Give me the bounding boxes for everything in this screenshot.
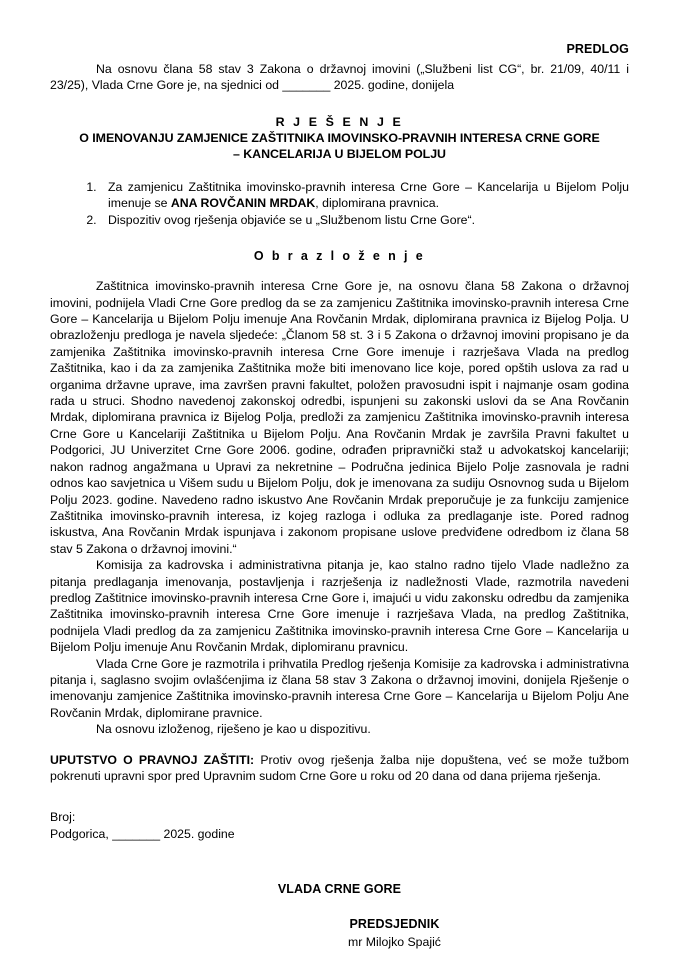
- legal-remedy-label: UPUTSTVO O PRAVNOJ ZAŠTITI:: [50, 752, 255, 767]
- list-item-text-before: Dispozitiv ovog rješenja objaviće se u „Službenom listu Crne Gore“.: [108, 212, 476, 227]
- explanation-paragraph-2: Komisija za kadrovska i administrativna pitanja je, kao stalno radno tijelo Vlade nadležno za pitanja predlaganja imenovanja, postavljenja i razrješenja iz nadležnosti Vlade, razmotrila navedeni predlog Zaštitnice imovinsko-pravnih interesa Crne Gore i, imajući u vidu zakonsku odredbu da zamjenika Zaštitnika imovinsko-pravnih interesa Crne Gore imenuje i razrješava Vlada, na predlog Zaštitnika, podnijela Vladi predlog da za zamjenicu Zaštitnika imovinsko-pravnih interesa Crne Gore – Kancelarija u Bijelom Polju imenuje Anu Rovčanin Mrdak, diplomiranu pravnicu.: [50, 558, 629, 655]
- list-item-text-after: , diplomirana pravnica.: [315, 196, 439, 211]
- government-name: VLADA CRNE GORE: [277, 882, 402, 897]
- signer-name: mr Milojko Spajić: [348, 934, 441, 949]
- signer-title: PREDSJEDNIK: [349, 917, 440, 932]
- document-number-label: Broj:: [50, 810, 76, 825]
- list-item: [100, 212, 629, 228]
- document-footer-meta: [50, 809, 629, 842]
- intro-paragraph: Na osnovu člana 58 stav 3 Zakona o državnoj imovini („Službeni list CG“, br. 21/09, 40/11 i 23/25), Vlada Crne Gore je, na sjednici od _______ 2025. godine, donijela: [50, 62, 629, 93]
- explanation-heading: O b r a z l o ž e n j e: [253, 249, 426, 264]
- list-item: [100, 179, 629, 212]
- list-item-text-before: Za zamjenicu Zaštitnika imovinsko-pravnih interesa Crne Gore – Kancelarija u Bijelom Polju imenuje se: [108, 179, 629, 211]
- explanation-paragraph-3: Vlada Crne Gore je razmotrila i prihvatila Predlog rješenja Komisije za kadrovska i administrativna pitanja i, saglasno svojim ovlašćenjima iz člana 58 stav 3 Zakona o državnoj imovini, donijela Rješenje o imenovanju zamjenice Zaštitnika imovinsko-pravnih interesa Crne Gore – Kancelarija u Bijelom Polju Ane Rovčanin Mrdak, diplomirane pravnice.: [50, 656, 629, 720]
- signature-block: [50, 916, 629, 950]
- explanation-paragraph-1: Zaštitnica imovinsko-pravnih interesa Crne Gore je, na osnovu člana 58 Zakona o državnoj imovini, podnijela Vladi Crne Gore predlog da se za zamjenicu Zaštitnika imovinsko-pravnih interesa Crne Gore – Kancelarija u Bijelom Polju imenuje Ana Rovčanin Mrdak, diplomirana pravnica iz Bijelog Polja. U obrazloženju predloga je navela sljedeće: „Članom 58 st. 3 i 5 Zakona o državnoj imovini propisano je da zamjenika Zaštitnika imovinsko-pravnih interesa Crne Gore imenuje i razrješava Vlada na predlog Zaštitnika, kao i da za zamjenika Zaštitnika može biti imenovano lice koje, pored opštih uslova za rad u organima državne uprave, ima završen pravni fakultet, položen pravosudni ispit i najmanje osam godina rada u struci. Shodno navedenoj zakonskoj odredbi, ispunjeni su zakonski uslovi da se Ana Rovčanin Mrdak, diplomirana pravnica iz Bijelog Polja, predloži za zamjenicu Zaštitnika imovinsko-pravnih interesa Crne Gore u Kancelariji Zaštitnika u Bijelom Polju. Ana Rovčanin Mrdak je završila Pravni fakultet u Podgorici, JU Univerzitet Crne Gore 2006. godine, odrađen pripravnički staž u advokatskoj kancelariji; nakon radnog angažmana u Upravi za nekretnine – Područna jedinica Bijelo Polje zasnovala je radni odnos kao savjetnica u Višem sudu u Bijelom Polju, dok je imenovana za sudiju Osnovnog suda u Bijelom Polju 2023. godine. Navedeno radno iskustvo Ane Rovčanin Mrdak preporučuje je za funkciju zamjenice Zaštitnika imovinsko-pravnih interesa, iz kojeg razloga i odluka za predlaganje iste. Pored radnog iskustva, Ana Rovčanin Mrdak ispunjava i zakonom propisane uslove predviđene odredbom iz člana 58 stav 5 Zakona o državnoj imovini.“: [50, 279, 629, 556]
- explanation-paragraph-4: Na osnovu izloženog, riješeno je kao u dispozitivu.: [96, 722, 371, 737]
- document-label-predlog: PREDLOG: [566, 42, 629, 56]
- document-place-date: Podgorica, _______ 2025. godine: [50, 826, 235, 841]
- title-line-office: – KANCELARIJA U BIJELOM POLJU: [233, 147, 446, 162]
- dispositive-list: [50, 179, 629, 228]
- legal-remedy-paragraph: [50, 752, 629, 785]
- title-line-subject: O IMENOVANJU ZAMJENICE ZAŠTITNIKA IMOVINSKO-PRAVNIH INTERESA CRNE GORE: [79, 131, 600, 146]
- title-line-rjesenje: R J E Š E N J E: [275, 114, 404, 129]
- legal-remedy-text: Protiv ovog rješenja žalba nije dopuštena, već se može tužbom pokrenuti upravni spor pred Upravnim sudom Crne Gore u roku od 20 dana od dana prijema rješenja.: [50, 752, 629, 783]
- appointee-name: ANA ROVČANIN MRDAK: [170, 196, 316, 211]
- document-title-block: [50, 114, 629, 163]
